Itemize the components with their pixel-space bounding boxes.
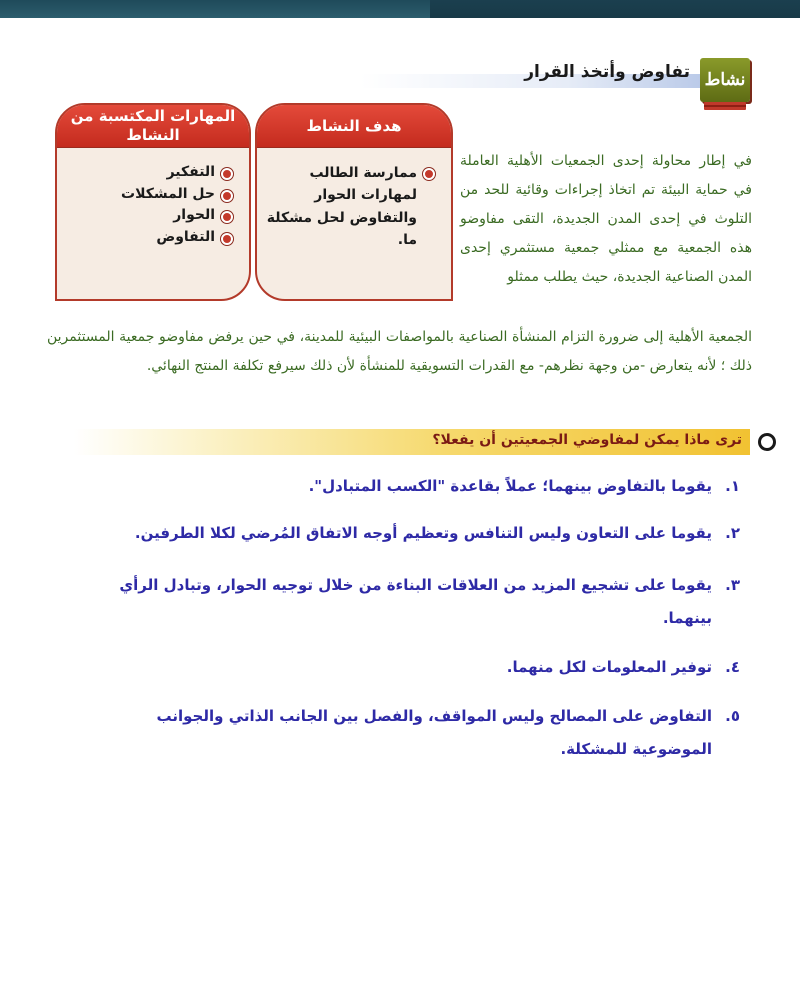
answer-text: يقوما على التعاون وليس التنافس وتعظيم أوجه الاتفاق المُرضي لكلا الطرفين. [134, 524, 712, 542]
answers-list [100, 470, 740, 766]
skill-item: التفاوض [65, 227, 233, 249]
skill-item: الحوار [65, 205, 233, 227]
answer-text: توفير المعلومات لكل منهما. [506, 658, 712, 676]
acquired-skills-list [57, 148, 249, 249]
answer-item [100, 517, 740, 550]
answer-number: ٢. [725, 524, 740, 542]
answer-item [100, 700, 740, 766]
answer-item [100, 651, 740, 684]
acquired-skills-card [55, 103, 251, 301]
question-text: ترى ماذا يمكن لمفاوضي الجمعيتين أن يفعلا؟ [432, 432, 742, 448]
activity-goal-card [255, 103, 453, 301]
activity-title: تفاوض وأتخذ القرار [524, 62, 690, 82]
skill-item: التفكير [65, 162, 233, 184]
question-bullet-icon [758, 433, 776, 451]
scenario-paragraph-part1: في إطار محاولة إحدى الجمعيات الأهلية العاملة في حماية البيئة تم اتخاذ إجراءات وقائية للحد من التلوث في إحدى المدن الجديدة، التقى مفاوضو هذه الجمعية مع ممثلي جمعية مستثمري إحدى المدن الصناعية الجديدة، حيث يطلب ممثلو [460, 153, 752, 285]
activity-header [360, 58, 750, 92]
activity-badge [700, 58, 750, 102]
activity-badge-label: نشاط [704, 70, 746, 90]
top-banner [0, 0, 800, 18]
acquired-skills-caption: المهارات المكتسبة من النشاط [57, 105, 249, 148]
answer-number: ٣. [725, 576, 740, 594]
answer-item [100, 569, 740, 635]
scenario-paragraph-part2: الجمعية الأهلية إلى ضرورة التزام المنشأة الصناعية بالمواصفات البيئية للمدينة، في حين يرفض مفاوضو جمعية المستثمرين ذلك ؛ لأنه يتعارض -من وجهة نظرهم- مع القدرات التسويقية للمنشأة لأن ذلك سيرفع تكلفة المنتج النهائي. [47, 329, 752, 374]
activity-goal-item: ممارسة الطالب لمهارات الحوار والتفاوض لحل مشكلة ما. [265, 162, 435, 252]
answer-text: التفاوض على المصالح وليس المواقف، والفصل بين الجانب الذاتي والجوانب الموضوعية للمشكلة. [156, 707, 712, 758]
activity-goal-list [257, 148, 451, 252]
activity-goal-caption: هدف النشاط [257, 105, 451, 148]
answer-text: يقوما بالتفاوض بينهما؛ عملاً بقاعدة "الكسب المتبادل". [308, 477, 712, 495]
question-bar [74, 429, 750, 455]
answer-text: يقوما على تشجيع المزيد من العلاقات البناءة من خلال توجيه الحوار، وتبادل الرأي بينهما. [119, 576, 712, 627]
answer-number: ٤. [725, 658, 740, 676]
top-banner-accent [430, 0, 800, 18]
books-icon [704, 102, 746, 110]
answer-item [100, 470, 740, 503]
answer-number: ١. [725, 477, 740, 495]
skill-item: حل المشكلات [65, 184, 233, 206]
answer-number: ٥. [725, 707, 740, 725]
